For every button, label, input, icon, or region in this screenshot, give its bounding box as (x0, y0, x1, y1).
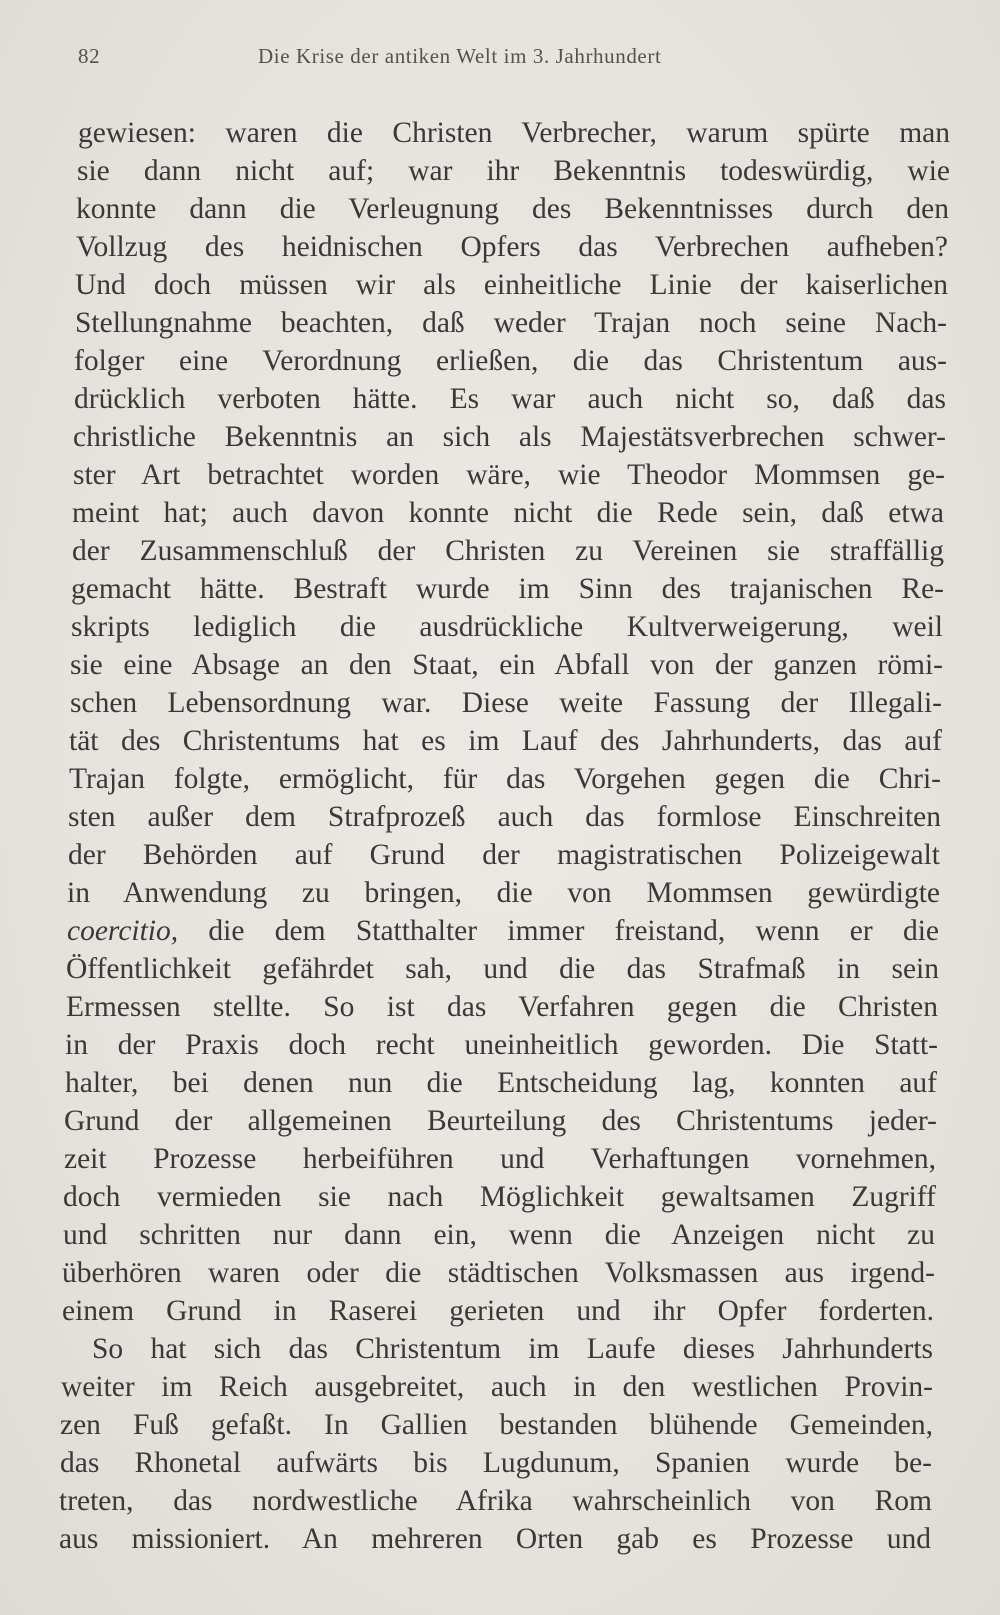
text-line: konnte dann die Verleugnung des Bekenntnisses durch den (76, 193, 949, 225)
text-line: Trajan folgte, ermöglicht, für das Vorgehen gegen die Chri- (69, 763, 941, 795)
text-line: tät des Christentums hat es im Lauf des Jahrhunderts, das auf (69, 725, 942, 757)
text-line: Stellungnahme beachten, daß weder Trajan noch seine Nach- (75, 307, 947, 339)
running-title: Die Krise der antiken Welt im 3. Jahrhundert (258, 44, 662, 68)
italic-term: coercitio, (67, 915, 179, 947)
text-line: sie eine Absage an den Staat, ein Abfall von der ganzen römi- (70, 649, 943, 681)
text-line: christliche Bekenntnis an sich als Majestätsverbrechen schwer- (73, 421, 946, 453)
text-line: aus missioniert. An mehreren Orten gab es Prozesse und (59, 1523, 931, 1555)
text-line: Ermessen stellte. So ist das Verfahren gegen die Christen (66, 991, 938, 1023)
page-number: 82 (78, 44, 101, 68)
text-line: und schritten nur dann ein, wenn die Anzeigen nicht zu (63, 1219, 935, 1251)
text-line: der Zusammenschluß der Christen zu Vereinen sie straffällig (72, 535, 944, 567)
text-line: skripts lediglich die ausdrückliche Kultverweigerung, weil (71, 611, 943, 643)
text-line: drücklich verboten hätte. Es war auch nicht so, daß das (74, 383, 946, 415)
text-line: überhören waren oder die städtischen Volksmassen aus irgend- (62, 1257, 935, 1289)
text-line: schen Lebensordnung war. Diese weite Fassung der Illegali- (70, 687, 942, 719)
text-line: Grund der allgemeinen Beurteilung des Christentums jeder- (64, 1105, 937, 1137)
text-line: einem Grund in Raserei gerieten und ihr Opfer forderten. (62, 1295, 934, 1327)
text-line: ster Art betrachtet worden wäre, wie Theodor Mommsen ge- (73, 459, 945, 491)
text-line: meint hat; auch davon konnte nicht die Rede sein, daß etwa (72, 497, 944, 529)
text-line: zeit Prozesse herbeiführen und Verhaftungen vornehmen, (64, 1143, 936, 1175)
text-line: sten außer dem Strafprozeß auch das formlose Einschreiten (68, 801, 941, 833)
text-line-indent: So hat sich das Christentum im Laufe dieses Jahrhunderts (92, 1333, 933, 1365)
page-header (78, 44, 778, 80)
text-line: der Behörden auf Grund der magistratischen Polizeigewalt (68, 839, 940, 871)
text-line: Öffentlichkeit gefährdet sah, und die das Strafmaß in sein (66, 953, 939, 985)
text-line: sie dann nicht auf; war ihr Bekenntnis todeswürdig, wie (77, 155, 950, 187)
text-line: in der Praxis doch recht uneinheitlich geworden. Die Statt- (65, 1029, 938, 1061)
text-line: halter, bei denen nun die Entscheidung lag, konnten auf (65, 1067, 937, 1099)
text-line: in Anwendung zu bringen, die von Mommsen gewürdigte (67, 877, 940, 909)
text-line: Vollzug des heidnischen Opfers das Verbrechen aufheben? (76, 231, 948, 263)
text-line: gewiesen: waren die Christen Verbrecher, warum spürte man (78, 117, 950, 149)
text-line-italic (67, 912, 939, 950)
text-line: Und doch müssen wir als einheitliche Linie der kaiserlichen (75, 269, 948, 301)
text-line: weiter im Reich ausgebreitet, auch in den westlichen Provin- (61, 1371, 933, 1403)
text-line: gemacht hätte. Bestraft wurde im Sinn des trajanischen Re- (71, 573, 944, 605)
text-line: folger eine Verordnung erließen, die das Christentum aus- (74, 345, 947, 377)
italic-line-rest: die dem Statthalter immer freistand, wenn er die (178, 915, 939, 947)
text-line: zen Fuß gefaßt. In Gallien bestanden blühende Gemeinden, (60, 1409, 933, 1441)
text-line: doch vermieden sie nach Möglichkeit gewaltsamen Zugriff (63, 1181, 936, 1213)
text-line: das Rhonetal aufwärts bis Lugdunum, Spanien wurde be- (60, 1447, 932, 1479)
text-line: treten, das nordwestliche Afrika wahrscheinlich von Rom (59, 1485, 932, 1517)
